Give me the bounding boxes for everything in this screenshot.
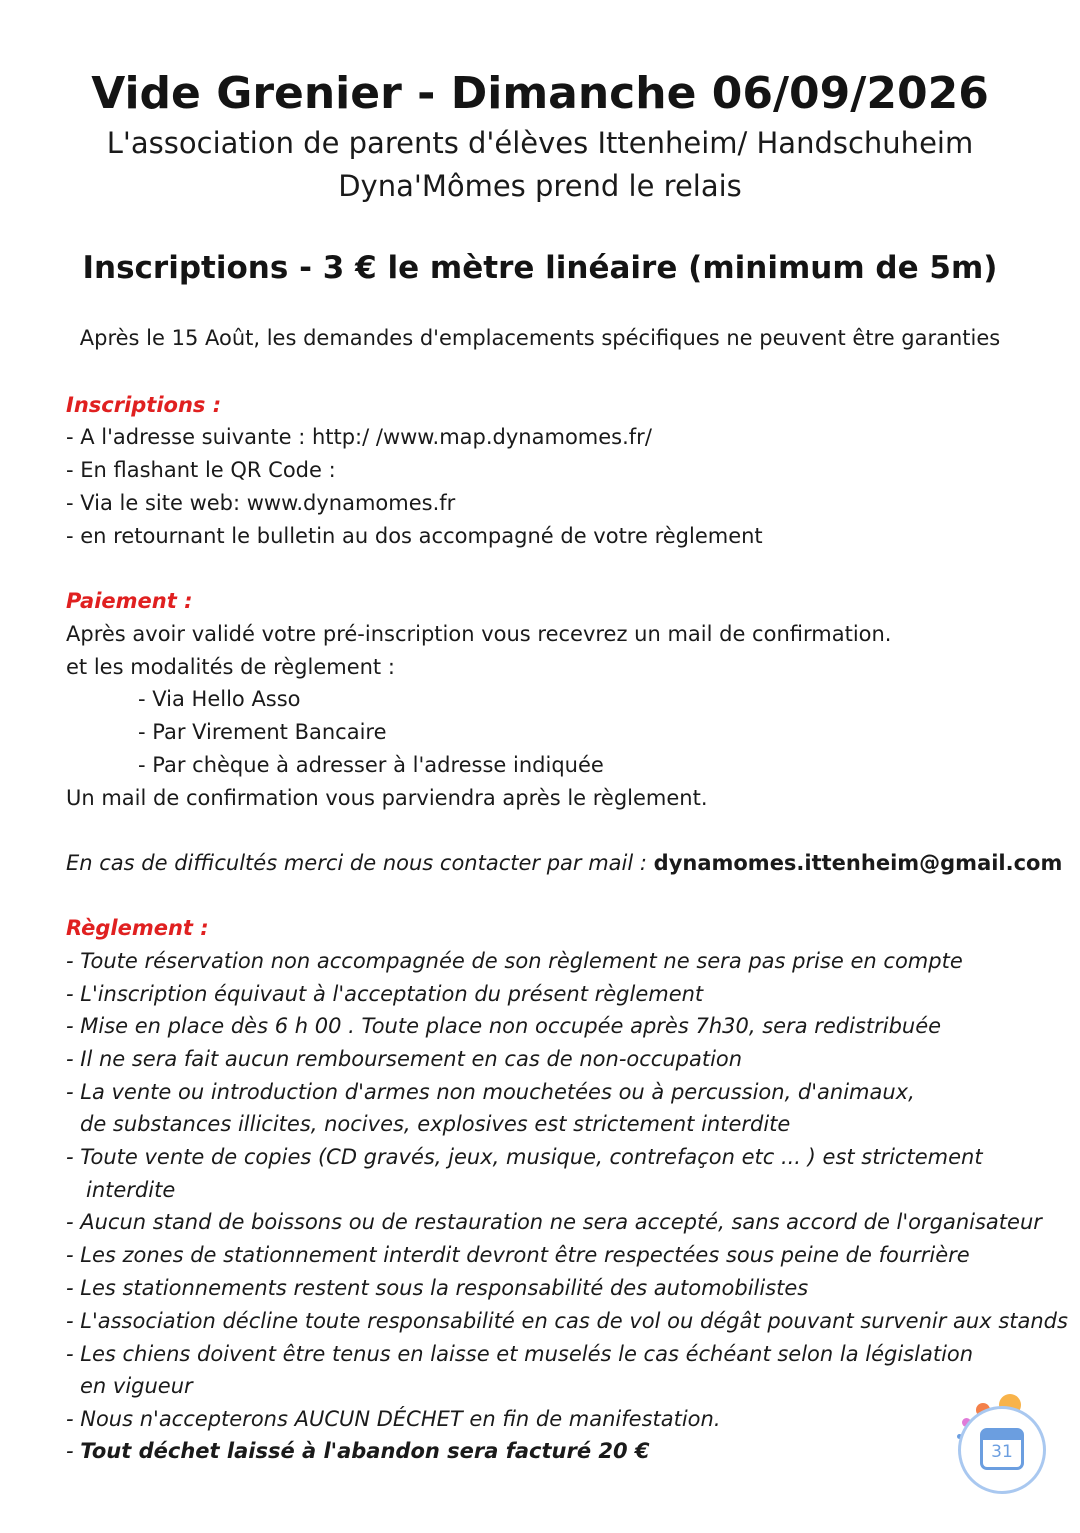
final-penalty-text: Tout déchet laissé à l'abandon sera facturé 20 € (80, 1439, 650, 1463)
section-paiement-heading: Paiement : (66, 589, 193, 613)
section-inscriptions-heading: Inscriptions : (66, 393, 222, 417)
calendar-icon-header (983, 1431, 1021, 1440)
reglement-line: - Aucun stand de boissons ou de restauration ne sera accepté, sans accord de l'organisateur (66, 1210, 1042, 1234)
reglement-line: - Toute réservation non accompagnée de son règlement ne sera pas prise en compte (66, 949, 963, 973)
reglement-line: - Les chiens doivent être tenus en laisse et muselés le cas échéant selon la législation (66, 1342, 974, 1366)
reglement-line: - Les zones de stationnement interdit devront être respectées sous peine de fourrière (66, 1243, 970, 1267)
reglement-line: - Nous n'accepterons AUCUN DÉCHET en fin de manifestation. (66, 1407, 721, 1431)
reglement-line: - Toute vente de copies (CD gravés, jeux, musique, contrefaçon etc ... ) est strictement (66, 1145, 983, 1169)
calendar-widget-button[interactable] (950, 1392, 1054, 1502)
inscription-item-qr: - En flashant le QR Code : (66, 458, 336, 482)
pricing-headline: Inscriptions - 3 € le mètre linéaire (minimum de 5m) (82, 250, 998, 286)
contact-text: En cas de difficultés merci de nous contacter par mail : (66, 851, 654, 875)
notice-text: Après le 15 Août, les demandes d'emplacements spécifiques ne peuvent être garanties (79, 326, 1001, 350)
subtitle-association: L'association de parents d'élèves Ittenheim/ Handschuheim (106, 126, 974, 160)
reglement-line: - La vente ou introduction d'armes non mouchetées ou à percussion, d'animaux, (66, 1080, 915, 1104)
inscription-item-website: - Via le site web: www.dynamomes.fr (66, 491, 456, 515)
paiement-method-helloasso: - Via Hello Asso (138, 687, 301, 711)
paiement-method-cheque: - Par chèque à adresser à l'adresse indiquée (138, 753, 604, 777)
inscription-item-bulletin: - en retournant le bulletin au dos accompagné de votre règlement (66, 524, 763, 548)
paiement-method-virement: - Par Virement Bancaire (138, 720, 387, 744)
reglement-line: - L'association décline toute responsabilité en cas de vol ou dégât pouvant survenir aux stands (66, 1309, 1068, 1333)
reglement-final-line (66, 1437, 650, 1465)
inscription-item-address: - A l'adresse suivante : http:/ /www.map.dynamomes.fr/ (66, 425, 652, 449)
subtitle-relay: Dyna'Mômes prend le relais (338, 169, 742, 203)
paiement-intro-1: Après avoir validé votre pré-inscription vous recevrez un mail de confirmation. (66, 622, 892, 646)
contact-line (66, 849, 1062, 877)
reglement-line: - Les stationnements restent sous la responsabilité des automobilistes (66, 1276, 809, 1300)
reglement-line: - L'inscription équivaut à l'acceptation du présent règlement (66, 982, 704, 1006)
section-reglement-heading: Règlement : (66, 916, 209, 940)
reglement-line: interdite (86, 1178, 176, 1202)
paiement-intro-2: et les modalités de règlement : (66, 655, 395, 679)
contact-email: dynamomes.ittenheim@gmail.com (653, 851, 1063, 875)
page-title: Vide Grenier - Dimanche 06/09/2026 (91, 68, 989, 119)
reglement-line: - Il ne sera fait aucun remboursement en cas de non-occupation (66, 1047, 743, 1071)
calendar-day-number: 31 (991, 1442, 1013, 1462)
reglement-line: en vigueur (80, 1374, 193, 1398)
paiement-outro: Un mail de confirmation vous parviendra après le règlement. (66, 786, 708, 810)
calendar-icon (980, 1428, 1024, 1470)
reglement-line: de substances illicites, nocives, explosives est strictement interdite (80, 1112, 791, 1136)
reglement-line: - Mise en place dès 6 h 00 . Toute place non occupée après 7h30, sera redistribuée (66, 1014, 942, 1038)
final-dash: - (66, 1439, 81, 1463)
